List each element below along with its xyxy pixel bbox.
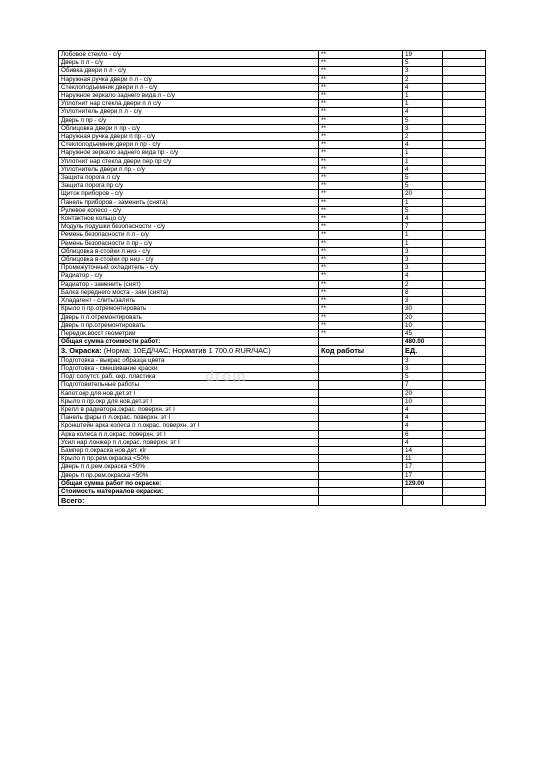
row-name: Дверь п л - с/у xyxy=(59,59,319,67)
table-row xyxy=(59,471,486,479)
table-row xyxy=(59,430,486,438)
row-extra xyxy=(443,116,486,124)
row-code: ** xyxy=(319,256,403,264)
row-name: Крыло п пр.рем.окраска <50% xyxy=(59,455,319,463)
table-row xyxy=(59,157,486,165)
row-code xyxy=(319,463,403,471)
row-qty: 1 xyxy=(403,198,443,206)
row-extra xyxy=(443,165,486,173)
row-name: Дверь п л.отремонтировать xyxy=(59,313,319,321)
table-row xyxy=(59,165,486,173)
row-extra xyxy=(443,223,486,231)
watermark-logo: drom xyxy=(205,368,247,385)
row-code xyxy=(319,389,403,397)
row-code: ** xyxy=(319,239,403,247)
row-qty: 11 xyxy=(403,455,443,463)
row-extra xyxy=(443,297,486,305)
row-extra xyxy=(443,247,486,255)
row-name: Арка колеса п л.окрас. поверхн. эт I xyxy=(59,430,319,438)
row-qty: 2 xyxy=(403,75,443,83)
row-qty: 5 xyxy=(403,373,443,381)
table-row xyxy=(59,133,486,141)
row-extra xyxy=(443,430,486,438)
row-qty: 5 xyxy=(403,206,443,214)
table-row xyxy=(59,239,486,247)
row-name: Дверь п пр.отремонтировать xyxy=(59,321,319,329)
row-name: Промежуточный охладитель - с/у xyxy=(59,264,319,272)
row-code: ** xyxy=(319,190,403,198)
total-works-value: 480.00 xyxy=(403,338,443,346)
row-extra xyxy=(443,174,486,182)
row-qty: 30 xyxy=(403,305,443,313)
table-row xyxy=(59,329,486,337)
table-row xyxy=(59,455,486,463)
row-qty: 4 xyxy=(403,422,443,430)
row-extra xyxy=(443,157,486,165)
row-code: ** xyxy=(319,206,403,214)
row-code: ** xyxy=(319,329,403,337)
row-code: ** xyxy=(319,92,403,100)
row-extra xyxy=(443,414,486,422)
code-header: Код работы xyxy=(319,346,403,357)
row-extra xyxy=(443,108,486,116)
row-code xyxy=(319,430,403,438)
row-qty: 20 xyxy=(403,389,443,397)
row-code: ** xyxy=(319,297,403,305)
row-code: ** xyxy=(319,149,403,157)
table-row xyxy=(59,100,486,108)
table-row xyxy=(59,116,486,124)
row-extra xyxy=(443,149,486,157)
row-name: Капот.окр для нов.дет.эт I xyxy=(59,389,319,397)
table-row xyxy=(59,108,486,116)
row-code: ** xyxy=(319,313,403,321)
row-extra xyxy=(443,141,486,149)
row-extra xyxy=(443,272,486,280)
table-row xyxy=(59,365,486,373)
row-qty: 5 xyxy=(403,174,443,182)
row-qty: 3 xyxy=(403,264,443,272)
total-paint-row xyxy=(59,479,486,487)
table-row xyxy=(59,406,486,414)
row-code: ** xyxy=(319,280,403,288)
row-extra xyxy=(443,438,486,446)
row-qty: 1 xyxy=(403,231,443,239)
row-code: ** xyxy=(319,223,403,231)
grand-total-label: Всего: xyxy=(59,496,319,506)
table-row xyxy=(59,206,486,214)
row-name: Модуль подушки безопасности - с/у xyxy=(59,223,319,231)
section-paint-header xyxy=(59,346,486,357)
row-extra xyxy=(443,231,486,239)
table-row xyxy=(59,297,486,305)
row-name: Радиатор - заменить (снят) xyxy=(59,280,319,288)
row-code: ** xyxy=(319,198,403,206)
row-code: ** xyxy=(319,100,403,108)
row-name: Наружное зеркало заднего вида пр - с/у xyxy=(59,149,319,157)
total-works-row xyxy=(59,338,486,346)
table-row xyxy=(59,389,486,397)
table-row xyxy=(59,247,486,255)
row-qty: 20 xyxy=(403,190,443,198)
row-code xyxy=(319,414,403,422)
row-code: ** xyxy=(319,83,403,91)
paint-totals xyxy=(59,479,486,505)
row-extra xyxy=(443,75,486,83)
row-qty: 4 xyxy=(403,272,443,280)
row-name: Защита порога пр с/у xyxy=(59,182,319,190)
row-extra xyxy=(443,215,486,223)
row-name: Подготовка - выкрас образца цвета xyxy=(59,356,319,364)
row-code: ** xyxy=(319,124,403,132)
table-row xyxy=(59,463,486,471)
row-code: ** xyxy=(319,247,403,255)
row-qty: 4 xyxy=(403,414,443,422)
row-extra xyxy=(443,288,486,296)
row-name: Хладагент - слить/залить xyxy=(59,297,319,305)
row-code: ** xyxy=(319,141,403,149)
table-row xyxy=(59,414,486,422)
table-row xyxy=(59,215,486,223)
row-name: Ремень безопасности п л - с/у xyxy=(59,231,319,239)
unit-header: ЕД. xyxy=(403,346,443,357)
row-qty: 3 xyxy=(403,124,443,132)
row-extra xyxy=(443,471,486,479)
row-qty: 3 xyxy=(403,365,443,373)
row-name: Бампер п.окраска нов.дет. кIг xyxy=(59,447,319,455)
row-extra xyxy=(443,133,486,141)
section-norm: (Норма: 10ЕД/ЧАС; Норматив 1 700.0 RUR/ЧАС) xyxy=(101,346,271,356)
table-row xyxy=(59,67,486,75)
total-paint-label: Общая сумма работ по окраске: xyxy=(59,479,319,487)
row-code xyxy=(319,381,403,389)
row-extra xyxy=(443,182,486,190)
row-name: Защита порога л с/у xyxy=(59,174,319,182)
row-code: ** xyxy=(319,305,403,313)
row-extra xyxy=(443,381,486,389)
row-extra xyxy=(443,321,486,329)
row-qty: 10 xyxy=(403,321,443,329)
table-row xyxy=(59,231,486,239)
row-qty: 3 xyxy=(403,356,443,364)
row-name: Панель приборов - заменить (снята) xyxy=(59,198,319,206)
row-qty: 1 xyxy=(403,100,443,108)
row-qty: 4 xyxy=(403,406,443,414)
row-extra xyxy=(443,83,486,91)
row-qty: 7 xyxy=(403,223,443,231)
row-qty: 7 xyxy=(403,381,443,389)
row-code xyxy=(319,373,403,381)
row-extra xyxy=(443,365,486,373)
row-code: ** xyxy=(319,231,403,239)
row-code xyxy=(319,365,403,373)
row-qty: 5 xyxy=(403,116,443,124)
row-code xyxy=(319,438,403,446)
table-row xyxy=(59,313,486,321)
row-qty: 1 xyxy=(403,149,443,157)
row-code xyxy=(319,356,403,364)
row-extra xyxy=(443,422,486,430)
row-extra xyxy=(443,206,486,214)
labor-rows xyxy=(59,51,486,338)
row-name: Уплотнитель двери п пр - с/у xyxy=(59,165,319,173)
row-qty: 1 xyxy=(403,157,443,165)
row-qty: 17 xyxy=(403,471,443,479)
paint-rows xyxy=(59,356,486,479)
materials-row xyxy=(59,488,486,496)
total-works-label: Общая сумма стоимости работ: xyxy=(59,338,319,346)
row-name: Дверь п пр.рем.окраска <50% xyxy=(59,471,319,479)
row-name: Дверь п л.рем.окраска <50% xyxy=(59,463,319,471)
row-qty: 4 xyxy=(403,165,443,173)
row-extra xyxy=(443,463,486,471)
row-name: Облицовка двери п пр - с/у xyxy=(59,124,319,132)
materials-value xyxy=(403,488,443,496)
table-row xyxy=(59,124,486,132)
grand-total-row xyxy=(59,496,486,506)
table-row xyxy=(59,264,486,272)
row-code: ** xyxy=(319,133,403,141)
row-name: Облицовка в-стойки л низ - с/у xyxy=(59,247,319,255)
row-name: Наружная ручка двери п пр - с/у xyxy=(59,133,319,141)
row-code: ** xyxy=(319,288,403,296)
grand-total-value xyxy=(403,496,443,506)
section-title: 3. Окраска: xyxy=(61,346,102,356)
table-row xyxy=(59,92,486,100)
row-extra xyxy=(443,406,486,414)
row-code: ** xyxy=(319,165,403,173)
row-qty: 2 xyxy=(403,280,443,288)
row-code: ** xyxy=(319,182,403,190)
row-extra xyxy=(443,100,486,108)
row-name: Крепл в радиатора.окрас. поверхн. эт I xyxy=(59,406,319,414)
row-code: ** xyxy=(319,264,403,272)
row-extra xyxy=(443,329,486,337)
table-row xyxy=(59,51,486,59)
row-name: Обивка двери п л - с/у xyxy=(59,67,319,75)
row-extra xyxy=(443,313,486,321)
row-name: Лобовое стекло - с/у xyxy=(59,51,319,59)
row-qty: 3 xyxy=(403,297,443,305)
row-qty: 6 xyxy=(403,430,443,438)
row-name: Облицовка в-стойки пр низ - с/у xyxy=(59,256,319,264)
row-extra xyxy=(443,256,486,264)
row-name: Стеклоподъемник двери п пр - с/у xyxy=(59,141,319,149)
row-name: Радиатор - с/у xyxy=(59,272,319,280)
row-name: Передок.восст геометрии xyxy=(59,329,319,337)
row-extra xyxy=(443,455,486,463)
row-qty: 10 xyxy=(403,397,443,405)
table-row xyxy=(59,447,486,455)
row-name: Контактное кольцо с/у xyxy=(59,215,319,223)
total-paint-value: 129.00 xyxy=(403,479,443,487)
row-code: ** xyxy=(319,272,403,280)
row-qty: 45 xyxy=(403,329,443,337)
table-row xyxy=(59,438,486,446)
row-code: ** xyxy=(319,51,403,59)
row-qty: 3 xyxy=(403,67,443,75)
row-extra xyxy=(443,373,486,381)
row-code: ** xyxy=(319,321,403,329)
row-qty: 4 xyxy=(403,108,443,116)
row-extra xyxy=(443,124,486,132)
table-row xyxy=(59,174,486,182)
table-row xyxy=(59,272,486,280)
row-extra xyxy=(443,239,486,247)
estimate-sheet xyxy=(58,50,485,506)
row-qty: 8 xyxy=(403,288,443,296)
table-row xyxy=(59,223,486,231)
row-code xyxy=(319,447,403,455)
row-qty: 20 xyxy=(403,313,443,321)
row-qty: 19 xyxy=(403,51,443,59)
row-name: Панель фары п л.окрас. поверхн. эт I xyxy=(59,414,319,422)
row-name: Кронштейн арка колеса п л.окрас. поверхн. эт I xyxy=(59,422,319,430)
row-name: Усил нар лонжер п л.окрас. поверхн. эт I xyxy=(59,438,319,446)
table-row xyxy=(59,280,486,288)
row-qty: 4 xyxy=(403,83,443,91)
table-row xyxy=(59,190,486,198)
table-row xyxy=(59,321,486,329)
table-row xyxy=(59,75,486,83)
table-row xyxy=(59,182,486,190)
table-row xyxy=(59,397,486,405)
row-name: Крыло п пр.отремонтировать xyxy=(59,305,319,313)
row-name: Наружное зеркало заднего вида л - с/у xyxy=(59,92,319,100)
row-name: Крыло п пр.окр для нов.дет.эт I xyxy=(59,397,319,405)
row-qty: 4 xyxy=(403,438,443,446)
row-name: Уплотнитель двери п л - с/у xyxy=(59,108,319,116)
table-row xyxy=(59,288,486,296)
row-extra xyxy=(443,198,486,206)
estimate-table xyxy=(58,50,486,506)
row-qty: 14 xyxy=(403,447,443,455)
row-code: ** xyxy=(319,116,403,124)
row-qty: 2 xyxy=(403,133,443,141)
row-name: Стеклоподъемник двери п л - с/у xyxy=(59,83,319,91)
table-row xyxy=(59,198,486,206)
row-code xyxy=(319,471,403,479)
row-name: Рулевое колесо - с/у xyxy=(59,206,319,214)
row-name: Подготовительные работы xyxy=(59,381,319,389)
row-extra xyxy=(443,264,486,272)
row-extra xyxy=(443,92,486,100)
row-qty: 5 xyxy=(403,182,443,190)
table-row xyxy=(59,83,486,91)
row-qty: 5 xyxy=(403,59,443,67)
row-extra xyxy=(443,447,486,455)
table-row xyxy=(59,422,486,430)
row-qty: 17 xyxy=(403,463,443,471)
row-extra xyxy=(443,280,486,288)
row-code xyxy=(319,455,403,463)
row-code: ** xyxy=(319,75,403,83)
table-row xyxy=(59,305,486,313)
table-row xyxy=(59,373,486,381)
row-extra xyxy=(443,51,486,59)
table-row xyxy=(59,149,486,157)
row-name: Уплотнит нар стекла двери пер пр с/у xyxy=(59,157,319,165)
row-qty: 1 xyxy=(403,92,443,100)
table-row xyxy=(59,256,486,264)
table-row xyxy=(59,356,486,364)
row-name: Подг сопутст. раб. окр. пластика xyxy=(59,373,319,381)
table-row xyxy=(59,59,486,67)
row-qty: 4 xyxy=(403,215,443,223)
row-qty: 1 xyxy=(403,239,443,247)
labor-total xyxy=(59,338,486,357)
row-extra xyxy=(443,397,486,405)
row-code: ** xyxy=(319,174,403,182)
table-row xyxy=(59,141,486,149)
row-extra xyxy=(443,67,486,75)
row-extra xyxy=(443,305,486,313)
table-row xyxy=(59,381,486,389)
row-code: ** xyxy=(319,67,403,75)
row-code xyxy=(319,422,403,430)
row-code xyxy=(319,397,403,405)
row-name: Дверь п пр - с/у xyxy=(59,116,319,124)
row-name: Подготовка - смешивание краски xyxy=(59,365,319,373)
row-code: ** xyxy=(319,108,403,116)
row-code: ** xyxy=(319,215,403,223)
row-extra xyxy=(443,389,486,397)
row-qty: 4 xyxy=(403,141,443,149)
row-name: Ремень безопасности п пр - с/у xyxy=(59,239,319,247)
row-name: Уплотнит нар стекла двери п л с/у xyxy=(59,100,319,108)
row-extra xyxy=(443,356,486,364)
row-qty: 3 xyxy=(403,247,443,255)
row-extra xyxy=(443,190,486,198)
row-extra xyxy=(443,59,486,67)
row-name: Наружная ручка двери п л - с/у xyxy=(59,75,319,83)
row-name: Балка переднего моста - зам (снята) xyxy=(59,288,319,296)
row-qty: 3 xyxy=(403,256,443,264)
materials-label: Стоимость материалов окраски: xyxy=(59,488,319,496)
row-name: Щиток приборов - с/у xyxy=(59,190,319,198)
row-code xyxy=(319,406,403,414)
row-code: ** xyxy=(319,59,403,67)
row-code: ** xyxy=(319,157,403,165)
